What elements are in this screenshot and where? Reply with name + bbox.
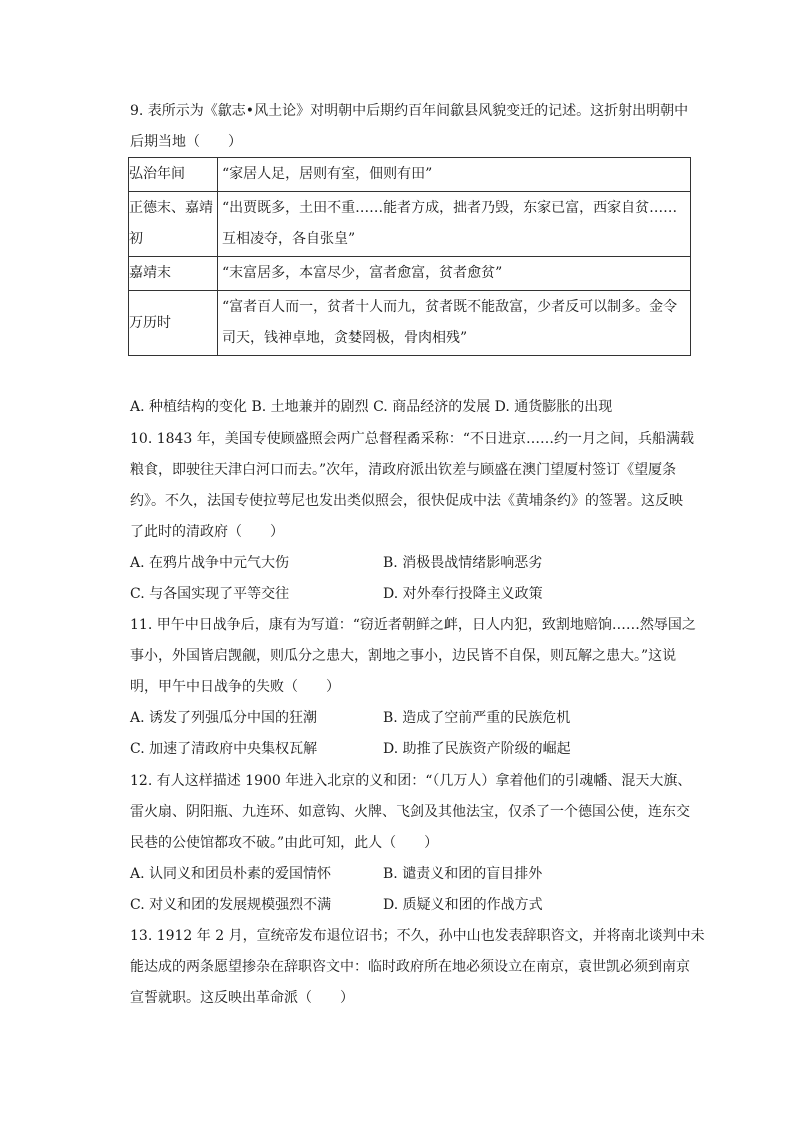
q10-stem-line-2: 粮食，即驶往天津白河口而去。”次年，清政府派出钦差与顾盛在澳门望厦村签订《望厦条 (130, 462, 677, 478)
q13-stem-line-3: 宣誓就职。这反映出革命派（ ） (130, 990, 354, 1006)
q12-stem-line-1: 12. 有人这样描述 1900 年进入北京的义和团：“（几万人）拿着他们的引魂幡、混天大旗、 (130, 773, 692, 789)
q11-option-c: C. 加速了清政府中央集权瓦解 (130, 741, 318, 757)
q13-stem-line-1: 13. 1912 年 2 月，宣统帝发布退位诏书；不久，孙中山也发表辞职咨文，并将南北谈判中未 (130, 928, 705, 944)
quote-cell: “家居人足，居则有室，佃则有田” (218, 158, 691, 192)
q10-option-a: A. 在鸦片战争中元气大伤 (130, 555, 290, 571)
q12-stem-line-3: 民巷的公使馆都攻不破。”由此可知，此人（ ） (130, 835, 439, 851)
q12-option-d: D. 质疑义和团的作战方式 (383, 897, 543, 913)
period-cell: 正德末、嘉靖初 (129, 200, 213, 247)
quote-cell: “末富居多，本富尽少，富者愈富，贫者愈贫” (218, 257, 691, 291)
q11-option-b: B. 造成了空前严重的民族危机 (383, 710, 571, 726)
q12-option-c: C. 对义和团的发展规模强烈不满 (130, 897, 332, 913)
q9-stem-line-2: 后期当地（ ） (130, 134, 242, 150)
q10-stem-line-3: 约》。不久，法国专使拉萼尼也发出类似照会，很快促成中法《黄埔条约》的签署。这反映 (130, 493, 683, 509)
q9-table (128, 157, 691, 356)
period-cell: 弘治年间 (129, 158, 218, 192)
q12-option-b: B. 谴责义和团的盲目排外 (383, 866, 543, 882)
quote-cell: “富者百人而一，贫者十人而九，贫者既不能敌富，少者反可以制多。金令司天，钱神卓地，贪婪罔极，骨肉相残” (222, 299, 678, 346)
table-row (129, 158, 691, 192)
q11-option-d: D. 助推了民族资产阶级的崛起 (383, 741, 571, 757)
q11-stem-line-2: 事小，外国皆启觊觎，则瓜分之患大，割地之事小，边民皆不自保，则瓦解之患大。”这说 (130, 648, 677, 664)
q12-stem-line-2: 雷火扇、阴阳瓶、九连环、如意钩、火牌、飞剑及其他法宝，仅杀了一个德国公使，连东交 (130, 804, 690, 820)
q10-option-b: B. 消极畏战情绪影响恶劣 (383, 555, 543, 571)
q9-stem-line-1: 9. 表所示为《歙志•风土论》对明朝中后期约百年间歙县风貌变迁的记述。这折射出明朝中 (130, 103, 689, 119)
q10-stem-line-1: 10. 1843 年，美国专使顾盛照会两广总督程矞采称：“不日进京……约一月之间，兵船满载 (130, 431, 694, 447)
q10-option-c: C. 与各国实现了平等交往 (130, 586, 290, 602)
table-row (129, 192, 691, 257)
table-row (129, 291, 691, 356)
q11-stem-line-3: 明，甲午中日战争的失败（ ） (130, 679, 340, 695)
q13-stem-line-2: 能达成的两条愿望掺杂在辞职咨文中：临时政府所在地必须设立在南京，袁世凯必须到南京 (130, 959, 690, 975)
q9-options: A. 种植结构的变化 B. 土地兼并的剧烈 C. 商品经济的发展 D. 通货膨胀的出现 (130, 399, 613, 415)
q11-option-a: A. 诱发了列强瓜分中国的狂潮 (130, 710, 318, 726)
period-cell: 嘉靖末 (129, 257, 218, 291)
q12-option-a: A. 认同义和团员朴素的爱国情怀 (130, 866, 332, 882)
q10-stem-line-4: 了此时的清政府（ ） (130, 524, 284, 540)
q11-stem-line-1: 11. 甲午中日战争后，康有为写道：“窃近者朝鲜之衅，日人内犯，致割地赔饷……然辱国之 (130, 617, 696, 633)
table-row (129, 257, 691, 291)
period-cell: 万历时 (129, 291, 218, 356)
quote-cell: “出贾既多，土田不重……能者方成，拙者乃毁，东家已富，西家自贫……互相凌夺，各自张皇” (222, 200, 678, 247)
q10-option-d: D. 对外奉行投降主义政策 (383, 586, 543, 602)
